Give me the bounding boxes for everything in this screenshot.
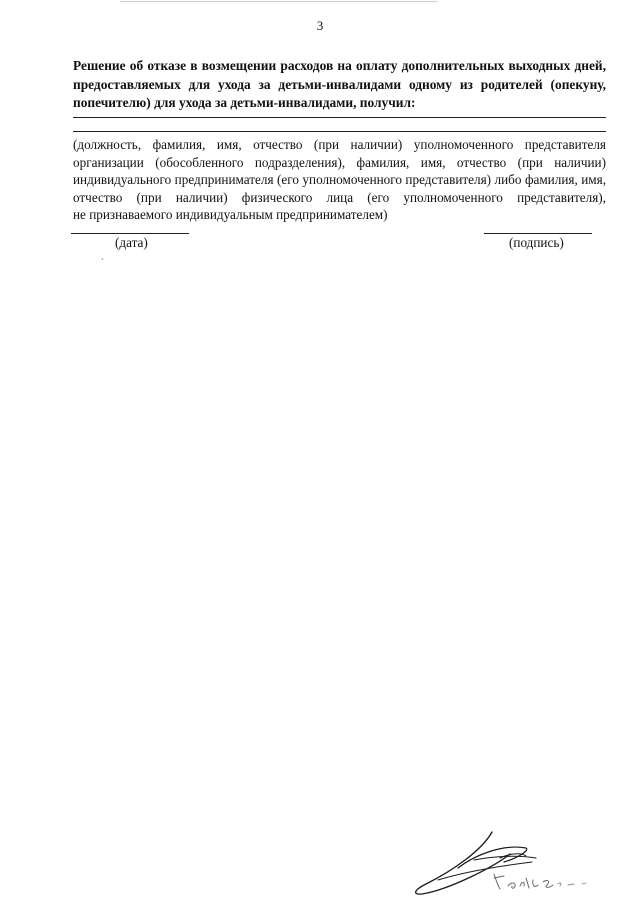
caption-line: (должность, фамилия, имя, отчество (при наличии) уполномоченного представителя xyxy=(73,137,606,152)
pen-tick-mark: ˏ xyxy=(101,250,104,260)
handwritten-signature xyxy=(408,828,598,903)
top-edge-rule xyxy=(120,1,438,2)
caption-line: отчество (при наличии) физического лица (его уполномоченного представителя), xyxy=(73,189,606,205)
date-fill-line xyxy=(71,233,189,234)
decision-heading xyxy=(73,57,606,113)
caption-line: индивидуального предпринимателя (его уполномоченного представителя) либо фамилия, имя, xyxy=(73,172,606,188)
signature-label: (подпись) xyxy=(509,235,564,250)
heading-line: Решение об отказе в возмещении расходов на оплату дополнительных выходных дней, xyxy=(73,58,606,73)
recipient-fill-line-2 xyxy=(73,131,606,132)
recipient-fill-line-1 xyxy=(73,117,606,118)
heading-line: предоставляемых для ухода за детьми-инвалидами одному из родителей (опекуну, xyxy=(73,76,606,92)
heading-line: попечителю) для ухода за детьми-инвалидами, получил: xyxy=(73,95,416,110)
caption-line: не признаваемого индивидуальным предпринимателем) xyxy=(73,207,388,223)
recipient-caption xyxy=(73,136,606,224)
date-label: (дата) xyxy=(115,235,148,250)
signature-fill-line xyxy=(484,233,592,234)
page-number: 3 xyxy=(316,18,324,33)
caption-line: организации (обособленного подразделения), фамилия, имя, отчество (при наличии) xyxy=(73,154,606,170)
